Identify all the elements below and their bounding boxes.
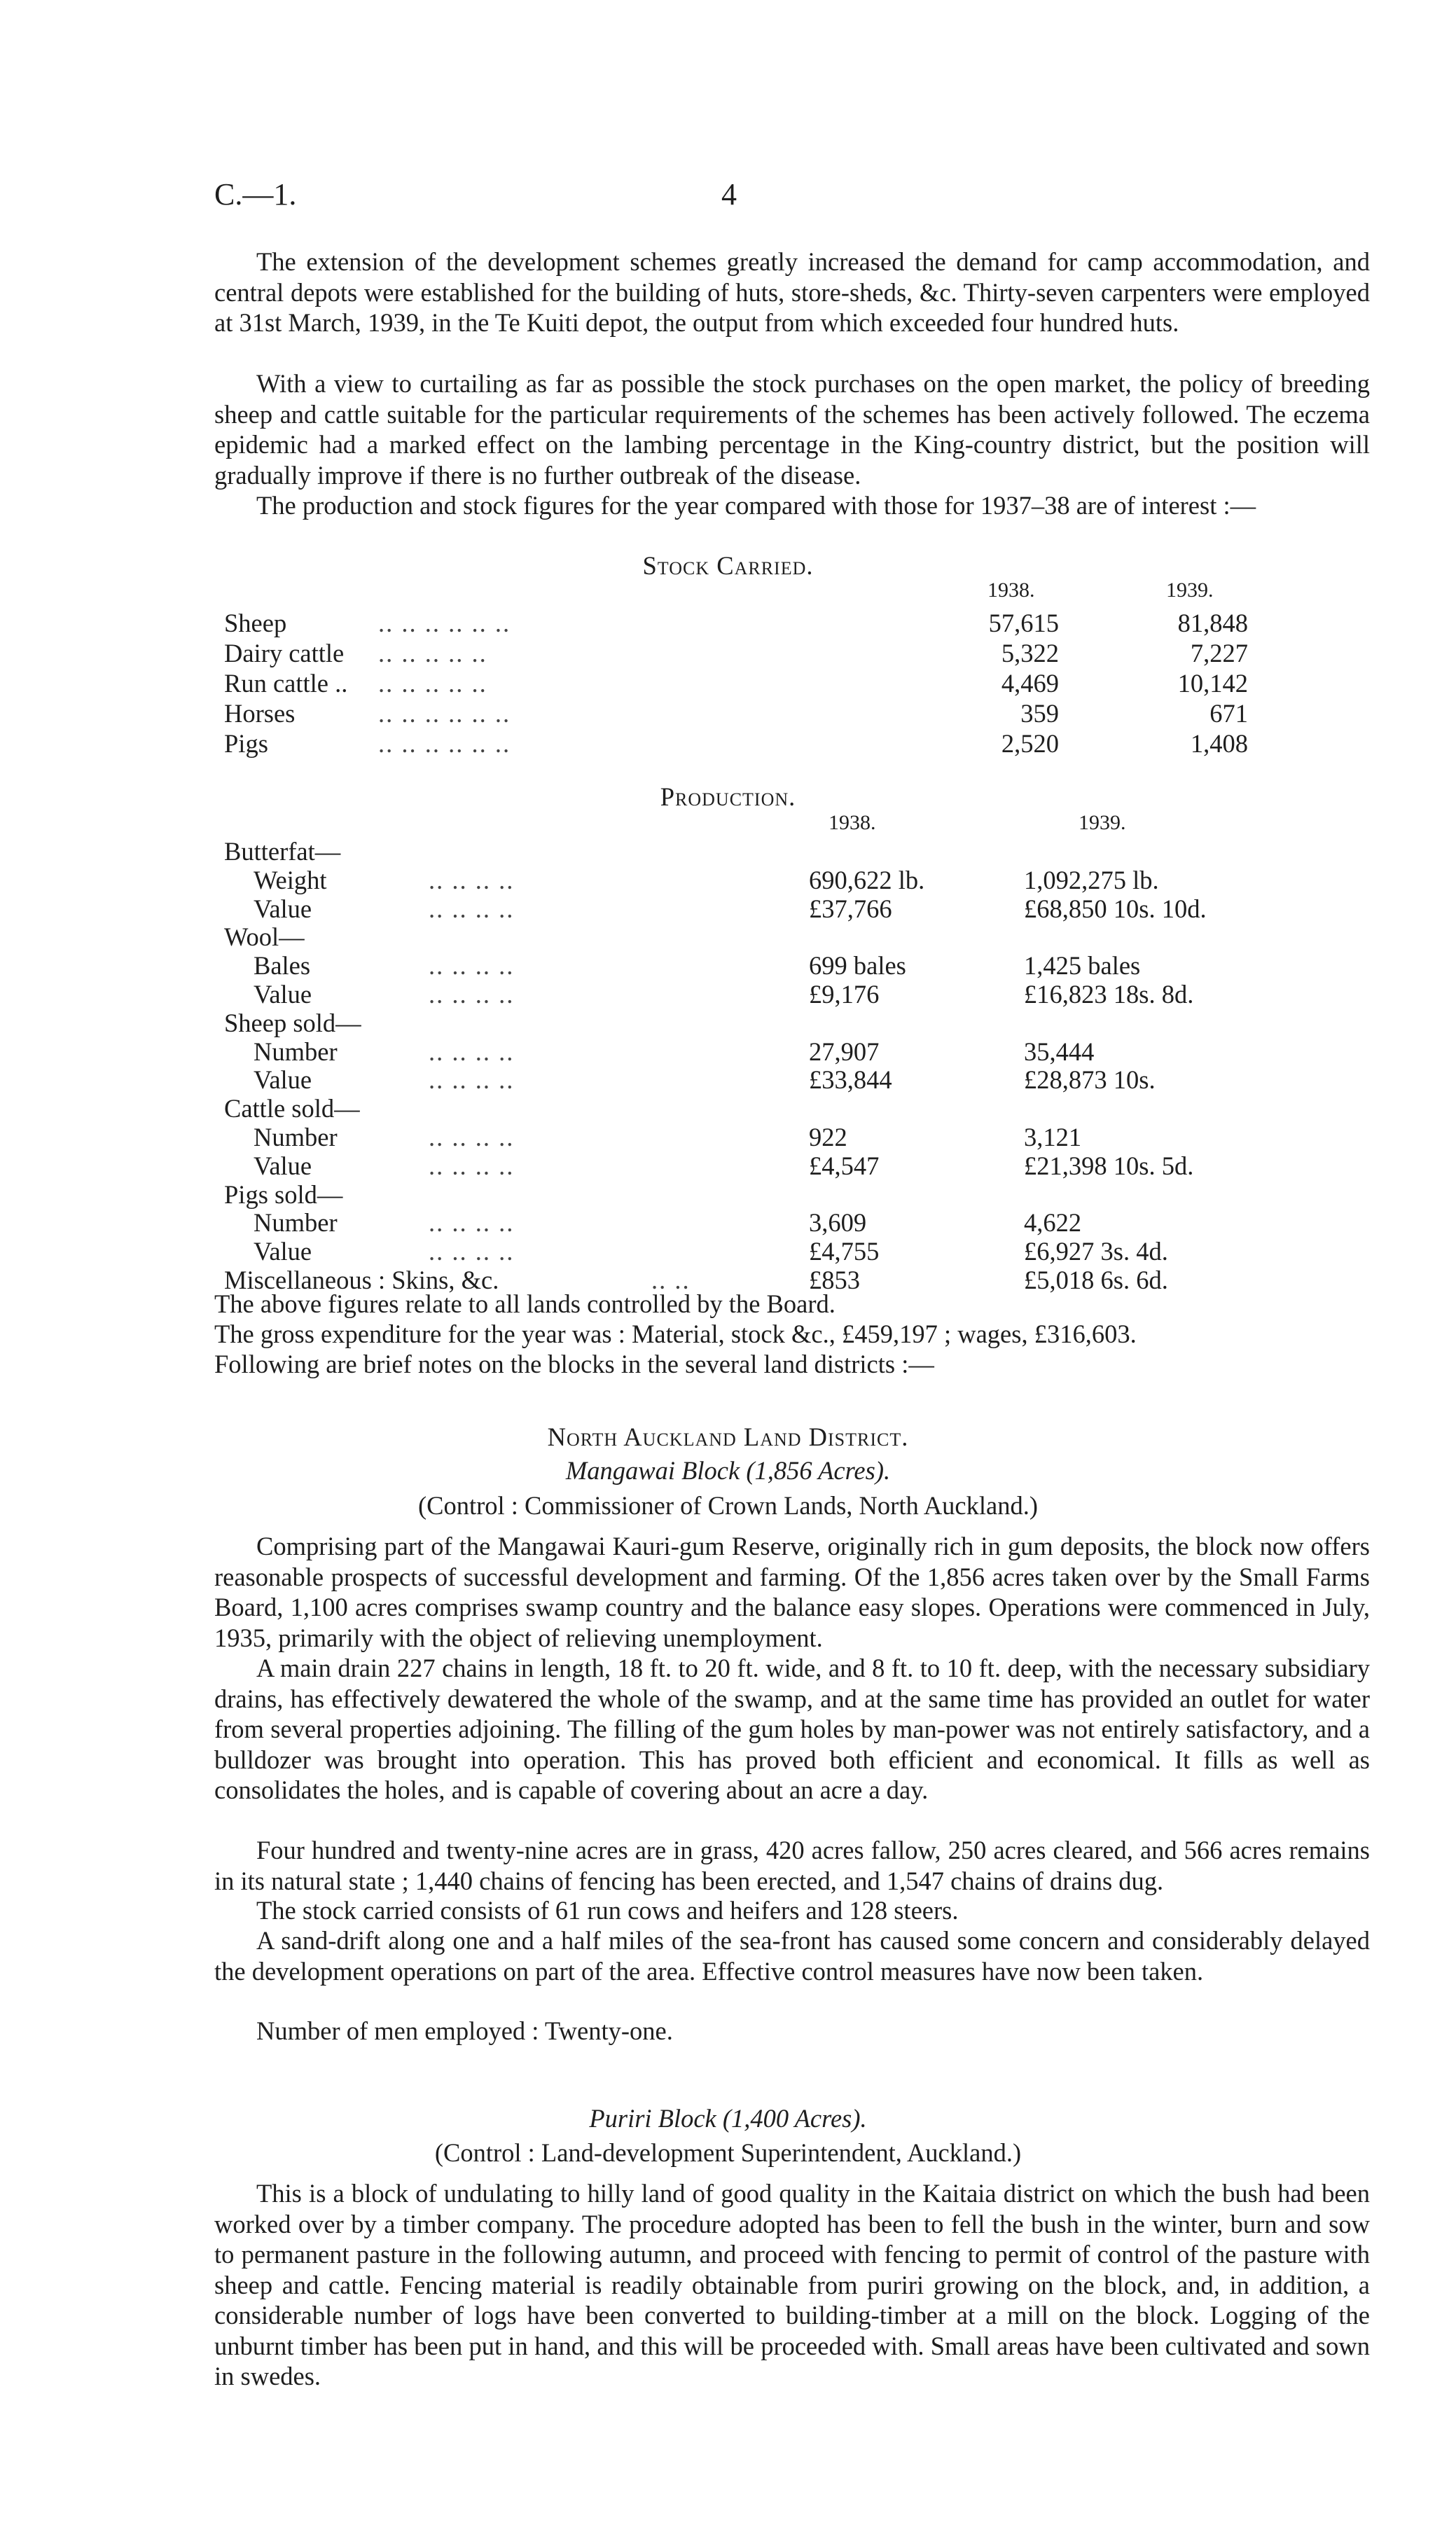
stock-row-1938: 359 <box>1020 699 1059 728</box>
mangawai-control: (Control : Commissioner of Crown Lands, North Auckland.) <box>417 1491 1039 1520</box>
production-row-leader: .. .. .. .. <box>429 894 515 923</box>
production-row-label: Pigs sold— <box>224 1179 343 1209</box>
stock-row <box>0 668 1456 698</box>
production-row <box>0 1236 1456 1266</box>
production-row-label: Value <box>254 980 312 1009</box>
production-row-leader: .. .. .. .. <box>429 1123 515 1151</box>
page-number: 4 <box>721 177 737 212</box>
production-row-label: Number <box>254 1208 338 1238</box>
stock-table-title: Stock Carried. <box>642 551 814 580</box>
production-row-1938: £4,755 <box>809 1237 880 1266</box>
production-row-1939: 35,444 <box>1024 1037 1095 1066</box>
production-row-leader: .. .. .. .. <box>429 951 515 981</box>
stock-row-label: Run cattle .. <box>224 669 348 698</box>
stock-row-leader: .. .. .. .. .. <box>378 639 487 667</box>
production-row-label: Value <box>254 1065 312 1095</box>
intro-paragraph-3: The production and stock figures for the year compared with those for 1937–38 are of interest :— <box>256 491 1256 520</box>
production-row-1939: 3,121 <box>1024 1123 1082 1151</box>
production-row-label: Sheep sold— <box>224 1008 361 1037</box>
production-row-leader: .. .. <box>651 1266 691 1294</box>
production-row-leader: .. .. .. .. <box>429 1037 515 1066</box>
mangawai-paragraph-4: The stock carried consists of 61 run cows and heifers and 128 steers. <box>256 1896 959 1925</box>
mangawai-paragraph-1: Comprising part of the Mangawai Kauri-gum Reserve, originally rich in gum deposits, the block now offers reasonable prospects of successful development and farming. Of the 1,856 acres taken over by the Small Farms Board, 1,100 acres comprises swamp country and the balance easy slopes. Operations were commenced in July, 1935, primarily with the object of relieving unemployment. <box>214 1532 1370 1652</box>
production-row-1938: 3,609 <box>809 1208 867 1238</box>
production-row <box>0 950 1456 981</box>
production-row-label: Value <box>254 1151 312 1180</box>
production-row <box>0 1037 1456 1067</box>
mangawai-block-title: Mangawai Block (1,856 Acres). <box>565 1456 891 1485</box>
stock-row-leader: .. .. .. .. .. <box>378 669 487 698</box>
production-row <box>0 1008 1456 1038</box>
production-row-1938: 922 <box>809 1123 847 1151</box>
production-row-label: Miscellaneous : Skins, &c. <box>224 1266 499 1294</box>
puriri-paragraph-1: This is a block of undulating to hilly land of good quality in the Kaitaia district on which the bush had been worked over by a timber company. The procedure adopted has been to fell the bush in the winter, burn and sow to permanent pasture in the following autumn, and proceed with fencing to permit of control of the pasture with sheep and cattle. Fencing material is readily obtainable from puriri growing on the block, and, in addition, a considerable number of logs have been converted to building-timber at a mill on the block. Logging of the unburnt timber has been put in hand, and this will be proceeded with. Small areas have been cultivated and sown in swedes. <box>214 2179 1370 2390</box>
figures-note: The above figures relate to all lands controlled by the Board. <box>214 1289 836 1318</box>
production-row-label: Number <box>254 1037 338 1066</box>
stock-row-label: Horses <box>224 699 296 728</box>
production-row-1939: £28,873 10s. <box>1024 1065 1156 1095</box>
stock-row-leader: .. .. .. .. .. .. <box>378 729 511 758</box>
stock-row <box>0 698 1456 728</box>
production-row-label: Wool— <box>224 922 305 952</box>
production-row-1939: 4,622 <box>1024 1208 1082 1238</box>
stock-col-1939: 1939. <box>1166 579 1214 602</box>
intro-paragraph-1: The extension of the development schemes greatly increased the demand for camp accommodation, and central depots were established for the building of huts, store-sheds, &c. Thirty-seven carpenters were employed at 31st March, 1939, in the Te Kuiti depot, the output from which exceeded four hundred huts. <box>214 247 1370 337</box>
mangawai-paragraph-5: A sand-drift along one and a half miles of the sea-front has caused some concern and considerably delayed the development operations on part of the area. Effective control measures have now been taken. <box>214 1926 1370 1986</box>
stock-row <box>0 608 1456 638</box>
mangawai-paragraph-2: A main drain 227 chains in length, 18 ft. to 20 ft. wide, and 8 ft. to 10 ft. deep, with the necessary subsidiary drains, has effectively dewatered the whole of the swamp, and at the same time has provided an outlet for water from several properties adjoining. The filling of the gum holes by man-power was not entirely satisfactory, and a bulldozer was brought into operation. This has proved both efficient and economical. It fills as well as consolidates the holes, and is capable of covering about an acre a day. <box>214 1654 1370 1804</box>
expenditure-line: The gross expenditure for the year was : Material, stock &c., £459,197 ; wages, £316,603. <box>214 1320 1137 1348</box>
puriri-block-title: Puriri Block (1,400 Acres). <box>589 2104 867 2133</box>
production-row-leader: .. .. .. .. <box>429 1065 515 1095</box>
production-row-1938: 699 bales <box>809 951 906 981</box>
production-row-label: Butterfat— <box>224 837 341 866</box>
production-row-leader: .. .. .. .. <box>429 1151 515 1180</box>
production-row <box>0 1207 1456 1238</box>
production-row <box>0 836 1456 866</box>
production-row-1939: £68,850 10s. 10d. <box>1024 894 1207 923</box>
mangawai-paragraph-6: Number of men employed : Twenty-one. <box>256 2016 673 2045</box>
production-row-1938: 27,907 <box>809 1037 880 1066</box>
production-row-1939: 1,092,275 lb. <box>1024 865 1159 894</box>
production-row-label: Value <box>254 1237 312 1266</box>
stock-row-1939: 10,142 <box>1177 669 1248 698</box>
production-row-label: Bales <box>254 951 311 981</box>
district-title: North Auckland Land District. <box>547 1422 909 1451</box>
production-row <box>0 979 1456 1009</box>
following-notes-line: Following are brief notes on the blocks in the several land districts :— <box>214 1350 934 1378</box>
production-row-label: Number <box>254 1123 338 1151</box>
stock-row-1938: 57,615 <box>988 609 1059 637</box>
production-row-1939: £16,823 18s. 8d. <box>1024 980 1194 1009</box>
production-row-1938: 690,622 lb. <box>809 865 925 894</box>
production-row-1938: £33,844 <box>809 1065 892 1095</box>
stock-col-1938: 1938. <box>987 579 1035 602</box>
stock-row <box>0 638 1456 668</box>
production-row <box>0 1151 1456 1181</box>
stock-row-1938: 2,520 <box>1001 729 1059 758</box>
production-col-1938: 1938. <box>828 811 876 834</box>
production-row-1939: £5,018 6s. 6d. <box>1024 1266 1168 1294</box>
production-row-1938: £853 <box>809 1266 860 1294</box>
stock-row-1939: 671 <box>1209 699 1248 728</box>
stock-row-leader: .. .. .. .. .. .. <box>378 699 511 728</box>
production-row <box>0 894 1456 924</box>
production-row-1938: £9,176 <box>809 980 880 1009</box>
document-reference: C.—1. <box>214 177 297 212</box>
intro-paragraph-2: With a view to curtailing as far as possible the stock purchases on the open market, the policy of breeding sheep and cattle suitable for the particular requirements of the schemes has been actively followed. The eczema epidemic had a marked effect on the lambing percentage in the King-country district, but the position will gradually improve if there is no further outbreak of the disease. <box>214 369 1370 490</box>
production-row-leader: .. .. .. .. <box>429 980 515 1009</box>
production-row <box>0 922 1456 952</box>
stock-row-1939: 1,408 <box>1190 729 1248 758</box>
production-row-label: Cattle sold— <box>224 1094 360 1123</box>
puriri-control: (Control : Land-development Superintendent, Auckland.) <box>434 2138 1022 2167</box>
stock-row <box>0 728 1456 759</box>
stock-row-1939: 7,227 <box>1190 639 1248 667</box>
stock-row-1939: 81,848 <box>1177 609 1248 637</box>
production-row-leader: .. .. .. .. <box>429 1208 515 1238</box>
stock-row-label: Pigs <box>224 729 268 758</box>
production-row-1939: £21,398 10s. 5d. <box>1024 1151 1194 1180</box>
production-row <box>0 1065 1456 1095</box>
production-row-1939: 1,425 bales <box>1024 951 1141 981</box>
production-row <box>0 1122 1456 1152</box>
production-row-leader: .. .. .. .. <box>429 1237 515 1266</box>
production-row-1938: £4,547 <box>809 1151 880 1180</box>
stock-row-label: Dairy cattle <box>224 639 345 667</box>
stock-row-leader: .. .. .. .. .. .. <box>378 609 511 637</box>
production-row-label: Value <box>254 894 312 923</box>
stock-row-1938: 5,322 <box>1001 639 1059 667</box>
mangawai-paragraph-3: Four hundred and twenty-nine acres are in grass, 420 acres fallow, 250 acres cleared, and 566 acres remains in its natural state ; 1,440 chains of fencing has been erected, and 1,547 chains of drains dug. <box>214 1836 1370 1895</box>
production-row <box>0 1093 1456 1123</box>
production-table-title: Production. <box>660 782 796 811</box>
production-row <box>0 1179 1456 1210</box>
production-row-1939: £6,927 3s. 4d. <box>1024 1237 1168 1266</box>
stock-row-1938: 4,469 <box>1001 669 1059 698</box>
production-row <box>0 865 1456 895</box>
production-row-leader: .. .. .. .. <box>429 865 515 894</box>
production-row-1938: £37,766 <box>809 894 892 923</box>
production-row-label: Weight <box>254 865 327 894</box>
production-col-1939: 1939. <box>1079 811 1126 834</box>
stock-row-label: Sheep <box>224 609 287 637</box>
